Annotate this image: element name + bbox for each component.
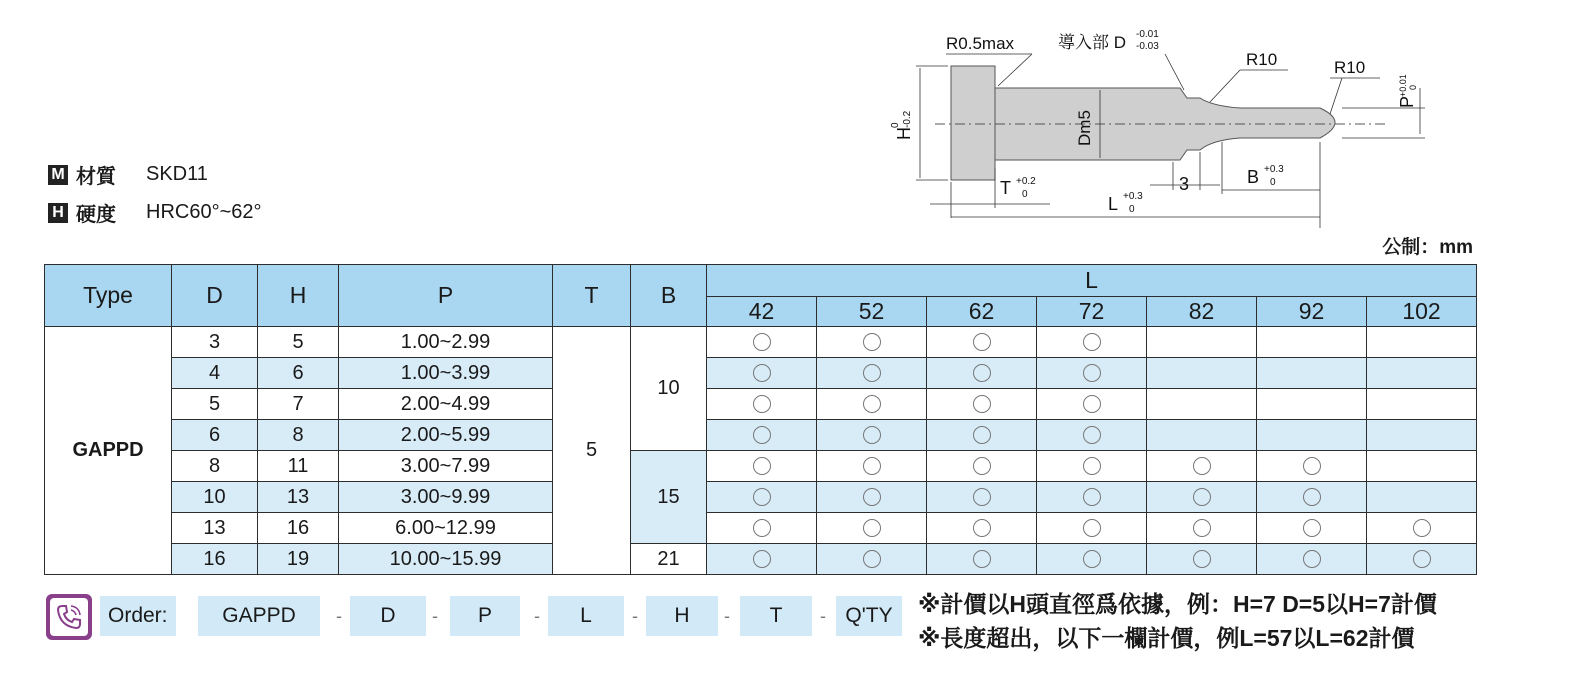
cell-l-availability: [1037, 544, 1147, 575]
pin-head: [951, 66, 995, 180]
available-circle-icon: [1083, 333, 1101, 351]
p-label: P: [1397, 95, 1417, 108]
available-circle-icon: [1303, 488, 1321, 506]
cell-p: 2.00~4.99: [339, 389, 553, 420]
header-t: T: [553, 265, 631, 327]
cell-l-availability: [1037, 420, 1147, 451]
cell-l-availability: [1037, 358, 1147, 389]
table-row: [45, 513, 1477, 544]
cell-l-availability: [707, 420, 817, 451]
cell-d: 13: [172, 513, 258, 544]
order-separator: -: [724, 606, 730, 626]
cell-t: 5: [553, 327, 631, 575]
header-d: D: [172, 265, 258, 327]
phone-order-icon: [46, 594, 92, 640]
cell-l-availability: [1147, 389, 1257, 420]
order-field-5: T: [740, 596, 812, 636]
t-tol-lower: 0: [1022, 189, 1028, 200]
cell-l-availability: [1257, 358, 1367, 389]
available-circle-icon: [1083, 395, 1101, 413]
available-circle-icon: [973, 426, 991, 444]
cell-l-availability: [1037, 389, 1147, 420]
cell-l-availability: [927, 420, 1037, 451]
cell-l-availability: [1367, 451, 1477, 482]
spec-table: [44, 264, 1477, 575]
unit-label: 公制：mm: [1382, 237, 1473, 258]
order-field-0: GAPPD: [198, 596, 320, 636]
cell-h: 11: [258, 451, 339, 482]
b-tol-upper: +0.3: [1264, 164, 1284, 175]
order-field-1: D: [350, 596, 426, 636]
available-circle-icon: [863, 364, 881, 382]
table-row: [45, 389, 1477, 420]
guide-label: 導入部 D: [1058, 33, 1126, 52]
hardness-spec: [48, 198, 262, 227]
r10-label-a: R10: [1246, 50, 1278, 69]
cell-d: 10: [172, 482, 258, 513]
table-body: [45, 327, 1477, 575]
available-circle-icon: [863, 395, 881, 413]
cell-l-availability: [707, 358, 817, 389]
dm5-label: Dm5: [1075, 110, 1094, 146]
cell-p: 10.00~15.99: [339, 544, 553, 575]
cell-l-availability: [1037, 327, 1147, 358]
hardness-badge: H: [48, 203, 68, 223]
cell-h: 5: [258, 327, 339, 358]
cell-d: 8: [172, 451, 258, 482]
cell-h: 8: [258, 420, 339, 451]
table-row: [45, 327, 1477, 358]
cell-l-availability: [1037, 451, 1147, 482]
available-circle-icon: [1083, 426, 1101, 444]
cell-l-availability: [1147, 327, 1257, 358]
cell-l-availability: [1257, 544, 1367, 575]
cell-l-availability: [817, 327, 927, 358]
header-l: L: [707, 265, 1477, 297]
type-cell: GAPPD: [45, 327, 172, 575]
l-label: L: [1108, 194, 1119, 214]
available-circle-icon: [1193, 519, 1211, 537]
available-circle-icon: [753, 426, 771, 444]
header-type: Type: [45, 265, 172, 327]
cell-l-availability: [1147, 451, 1257, 482]
cell-l-availability: [1257, 513, 1367, 544]
available-circle-icon: [1083, 519, 1101, 537]
cell-l-availability: [1147, 420, 1257, 451]
header-l-value: 62: [927, 297, 1037, 327]
cell-h: 19: [258, 544, 339, 575]
hardness-label: 硬度: [76, 204, 116, 226]
b-label: B: [1247, 167, 1260, 187]
cell-p: 3.00~9.99: [339, 482, 553, 513]
table-row: [45, 358, 1477, 389]
cell-h: 16: [258, 513, 339, 544]
cell-l-availability: [1147, 544, 1257, 575]
cell-l-availability: [1367, 482, 1477, 513]
cell-l-availability: [707, 544, 817, 575]
cell-l-availability: [1367, 389, 1477, 420]
available-circle-icon: [863, 426, 881, 444]
order-separator: -: [534, 606, 540, 626]
pricing-note-length: ※長度超出，以下一欄計價，例L=57以L=62計價: [918, 625, 1415, 651]
available-circle-icon: [863, 488, 881, 506]
cell-l-availability: [1257, 327, 1367, 358]
cell-l-availability: [817, 451, 927, 482]
cell-l-availability: [817, 513, 927, 544]
t-label: T: [1000, 178, 1011, 198]
available-circle-icon: [1303, 519, 1321, 537]
cell-l-availability: [927, 482, 1037, 513]
cell-l-availability: [707, 451, 817, 482]
cell-d: 4: [172, 358, 258, 389]
available-circle-icon: [1193, 488, 1211, 506]
cell-l-availability: [1147, 358, 1257, 389]
available-circle-icon: [1413, 550, 1431, 568]
available-circle-icon: [1303, 457, 1321, 475]
cell-l-availability: [707, 513, 817, 544]
cell-b: 15: [631, 451, 707, 544]
available-circle-icon: [973, 488, 991, 506]
cell-l-availability: [927, 451, 1037, 482]
order-field-2: P: [450, 596, 520, 636]
cell-l-availability: [927, 513, 1037, 544]
cell-h: 6: [258, 358, 339, 389]
order-field-6: Q'TY: [836, 596, 902, 636]
cell-l-availability: [1367, 327, 1477, 358]
cell-l-availability: [707, 482, 817, 513]
material-badge: M: [48, 165, 68, 185]
cell-l-availability: [1037, 513, 1147, 544]
cell-h: 7: [258, 389, 339, 420]
cell-l-availability: [1367, 544, 1477, 575]
cell-l-availability: [1147, 482, 1257, 513]
material-label: 材質: [76, 166, 116, 188]
h-dimension-label: H: [894, 127, 914, 140]
order-separator: -: [820, 606, 826, 626]
available-circle-icon: [973, 457, 991, 475]
available-circle-icon: [973, 550, 991, 568]
cell-l-availability: [707, 389, 817, 420]
l-tol-upper: +0.3: [1123, 191, 1143, 202]
order-field-4: H: [646, 596, 718, 636]
table-row: [45, 420, 1477, 451]
cell-l-availability: [1257, 482, 1367, 513]
r10-label-b: R10: [1334, 58, 1366, 77]
available-circle-icon: [863, 519, 881, 537]
cell-l-availability: [817, 358, 927, 389]
cell-l-availability: [1147, 513, 1257, 544]
cell-l-availability: [817, 420, 927, 451]
available-circle-icon: [1193, 550, 1211, 568]
hardness-value: HRC60°~62°: [146, 201, 262, 223]
available-circle-icon: [753, 333, 771, 351]
cell-l-availability: [927, 358, 1037, 389]
cell-p: 2.00~5.99: [339, 420, 553, 451]
guide-tol-upper: -0.01: [1136, 29, 1159, 40]
cell-p: 1.00~2.99: [339, 327, 553, 358]
available-circle-icon: [973, 364, 991, 382]
available-circle-icon: [753, 488, 771, 506]
cell-l-availability: [1367, 513, 1477, 544]
cell-l-availability: [817, 482, 927, 513]
cell-l-availability: [1367, 358, 1477, 389]
header-l-value: 42: [707, 297, 817, 327]
header-l-value: 102: [1367, 297, 1477, 327]
l-tol-lower: 0: [1129, 204, 1135, 215]
order-separator: -: [432, 606, 438, 626]
available-circle-icon: [753, 550, 771, 568]
header-b: B: [631, 265, 707, 327]
pin-technical-drawing: [880, 18, 1418, 233]
cell-d: 16: [172, 544, 258, 575]
p-tol-upper: +0.01: [1398, 74, 1408, 97]
cell-b: 10: [631, 327, 707, 451]
guide-tol-lower: -0.03: [1136, 41, 1159, 52]
three-label: 3: [1179, 174, 1190, 194]
header-l-value: 72: [1037, 297, 1147, 327]
available-circle-icon: [973, 333, 991, 351]
t-tol-upper: +0.2: [1016, 176, 1036, 187]
table-row: [45, 482, 1477, 513]
available-circle-icon: [1303, 550, 1321, 568]
cell-d: 6: [172, 420, 258, 451]
cell-l-availability: [927, 389, 1037, 420]
cell-p: 3.00~7.99: [339, 451, 553, 482]
cell-p: 1.00~3.99: [339, 358, 553, 389]
order-label: Order:: [100, 596, 176, 636]
available-circle-icon: [753, 519, 771, 537]
available-circle-icon: [973, 395, 991, 413]
header-l-value: 92: [1257, 297, 1367, 327]
cell-l-availability: [817, 389, 927, 420]
available-circle-icon: [753, 457, 771, 475]
phone-icon: [54, 602, 84, 632]
available-circle-icon: [753, 364, 771, 382]
available-circle-icon: [1083, 488, 1101, 506]
cell-d: 3: [172, 327, 258, 358]
header-l-value: 52: [817, 297, 927, 327]
available-circle-icon: [863, 550, 881, 568]
h-tol-upper: 0: [890, 122, 901, 128]
available-circle-icon: [863, 457, 881, 475]
table-row: [45, 544, 1477, 575]
cell-l-availability: [1257, 389, 1367, 420]
order-separator: -: [632, 606, 638, 626]
order-separator: -: [336, 606, 342, 626]
available-circle-icon: [1083, 364, 1101, 382]
available-circle-icon: [973, 519, 991, 537]
cell-p: 6.00~12.99: [339, 513, 553, 544]
available-circle-icon: [753, 395, 771, 413]
header-p: P: [339, 265, 553, 327]
header-h: H: [258, 265, 339, 327]
pricing-note-head: ※計價以H頭直徑爲依據，例：H=7 D=5以H=7計價: [918, 591, 1437, 617]
cell-d: 5: [172, 389, 258, 420]
cell-h: 13: [258, 482, 339, 513]
p-tol-lower: 0: [1408, 84, 1418, 90]
header-l-value: 82: [1147, 297, 1257, 327]
cell-l-availability: [1257, 451, 1367, 482]
b-tol-lower: 0: [1270, 177, 1276, 188]
cell-b: 21: [631, 544, 707, 575]
cell-l-availability: [1367, 420, 1477, 451]
cell-l-availability: [927, 544, 1037, 575]
order-field-3: L: [548, 596, 624, 636]
material-value: SKD11: [146, 163, 208, 185]
cell-l-availability: [707, 327, 817, 358]
available-circle-icon: [1193, 457, 1211, 475]
h-tol-lower: -0.2: [902, 110, 913, 128]
cell-l-availability: [817, 544, 927, 575]
cell-l-availability: [1257, 420, 1367, 451]
cell-l-availability: [927, 327, 1037, 358]
table-row: [45, 451, 1477, 482]
material-spec: [48, 160, 208, 189]
available-circle-icon: [863, 333, 881, 351]
available-circle-icon: [1083, 550, 1101, 568]
cell-l-availability: [1037, 482, 1147, 513]
r05-label: R0.5max: [946, 34, 1015, 53]
available-circle-icon: [1083, 457, 1101, 475]
available-circle-icon: [1413, 519, 1431, 537]
